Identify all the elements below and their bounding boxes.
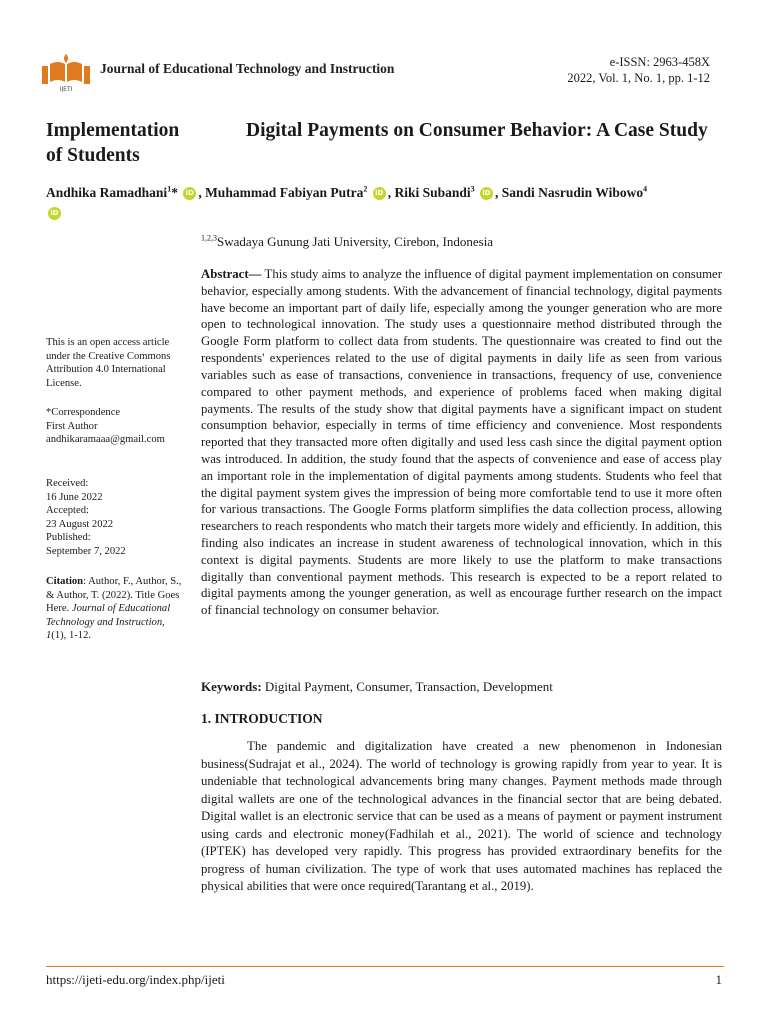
article-dates [46, 477, 186, 558]
corresponding-mark: * [171, 185, 178, 200]
citation [46, 575, 186, 643]
intro-paragraph: The pandemic and digitalization have created a new phenomenon in Indonesian business(Sudrajat et al., 2024). The world of technology is growing rapidly from year to year. It is undeniable that technological advancements bring many changes. Payment methods made through digital wallets are one of the technological advances in the financial sector that are being debated. Digital wallet is an electronic service that can be used as a means of payment or payment instrument using cards and electronic money(Fadhilah et al., 2021). The world of science and technology (IPTEK) has developed very rapidly. This progress has provided extraordinary benefits for the progress of human civilization. The type of work that uses automated machines has replaced the physical abilities that were once required(Tarantang et al., 2019). [201, 739, 722, 893]
citation-label: Citation [46, 576, 84, 587]
author-sup: 1 [167, 184, 172, 194]
accepted-date: 23 August 2022 [46, 518, 114, 530]
affiliation [201, 234, 493, 250]
correspondence [46, 406, 186, 447]
author-name: Muhammad Fabiyan Putra [205, 185, 364, 200]
author-email[interactable]: andhikaramaaa@gmail.com [46, 434, 165, 445]
published-label: Published: [46, 532, 91, 543]
affiliation-sup: 1,2,3 [201, 233, 217, 243]
eissn: e-ISSN: 2963-458X [609, 55, 710, 69]
author-sup: 2 [363, 184, 368, 194]
orcid-icon[interactable]: iD [480, 187, 493, 200]
abstract-label: Abstract— [201, 267, 262, 281]
page-number: 1 [715, 972, 722, 987]
orcid-icon[interactable]: iD [48, 207, 61, 220]
author-sup: 3 [470, 184, 475, 194]
footer-url[interactable]: https://ijeti-edu.org/index.php/ijeti [46, 972, 225, 987]
orcid-icon[interactable]: iD [183, 187, 196, 200]
correspondence-label: *Correspondence [46, 407, 121, 418]
first-author-label: First Author [46, 420, 98, 432]
volume-info: 2022, Vol. 1, No. 1, pp. 1-12 [567, 71, 710, 85]
author-sup: 4 [643, 184, 648, 194]
published-date: September 7, 2022 [46, 545, 126, 557]
svg-text:IJETI: IJETI [59, 86, 73, 92]
issn-block [567, 54, 710, 86]
journal-name: Journal of Educational Technology and Instruction [100, 61, 395, 76]
keywords [201, 679, 553, 695]
paper-title [46, 118, 726, 168]
citation-journal: Journal of Educational Technology and Instruction, 1 [46, 603, 171, 641]
author-list: Andhika Ramadhani$^1$* iD , Muhammad Fabiyan Putra$^2$ iD , Riki Subandi$^3$ iD , Sandi Nasrudin Wibowo$^4$ iD [46, 183, 726, 223]
received-label: Received: [46, 478, 89, 489]
title-word-1: Implementation [46, 120, 180, 141]
keywords-text: Digital Payment, Consumer, Transaction, Development [261, 679, 553, 694]
footer-divider [46, 966, 724, 967]
received-date: 16 June 2022 [46, 491, 103, 503]
section-heading: 1. INTRODUCTION [201, 711, 323, 726]
abstract [201, 266, 722, 619]
license-note: This is an open access article under the Creative Commons Attribution 4.0 International License. [46, 337, 171, 389]
author-name: Andhika Ramadhani [46, 185, 168, 200]
author-name: Riki Subandi [394, 185, 471, 200]
keywords-label: Keywords: [201, 679, 262, 694]
orcid-icon[interactable]: iD [373, 187, 386, 200]
citation-text: : Author, F., Author, S., & Author, T. (2022). Title Goes Here. [46, 576, 182, 614]
abstract-text: This study aims to analyze the influence of digital payment implementation on consumer behavior, especially among students. With the advancement of financial technology, digital payments have become an important part of daily life, especially among the younger generation who are more open to technological innovation. The study uses a questionnaire method distributed through the Google Form platform to collect data from students. The questionnaire was created to find out the respondents' experiences related to the use of digital payments in daily life as seen from various variables such as ease of transactions, convenience in transactions, frequency of use, convenience compared to other payment methods, and experience of problems faced when making digital payments. The results of the study show that digital payments have a significant impact on student consumption behavior, especially in terms of time efficiency and convenience. Most respondents reported that they transacted more often digitally and used less cash since the digital payment option was introduced. In addition, the study found that the aspects of convenience and ease of access play an important role in the implementation of digital payments among students. Students who feel that the digital payment system gives the impression of being more comfortable tend to use it more often for various transactions. The Google Forms platform simplifies the data collection process, allowing researchers to reach respondents who match their targets more widely and efficiently. In addition, this finding also indicates an increase in student awareness of technological innovation, which in this context is digital payments. Students are more likely to use the platform to make transactions digitally than conventional payment methods. This research is expected to be a report related to digital payments among the younger generation, as well as encourage further research on the impact of financial technology on consumer behavior. [201, 267, 722, 618]
citation-issue: (1), 1-12. [51, 630, 92, 641]
author-name: Sandi Nasrudin Wibowo [501, 185, 644, 200]
journal-logo [40, 52, 92, 92]
title-rest: Digital Payments on Consumer Behavior: A Case Study of Students [46, 120, 708, 166]
accepted-label: Accepted: [46, 505, 89, 516]
affiliation-text: Swadaya Gunung Jati University, Cirebon, Indonesia [217, 234, 494, 249]
